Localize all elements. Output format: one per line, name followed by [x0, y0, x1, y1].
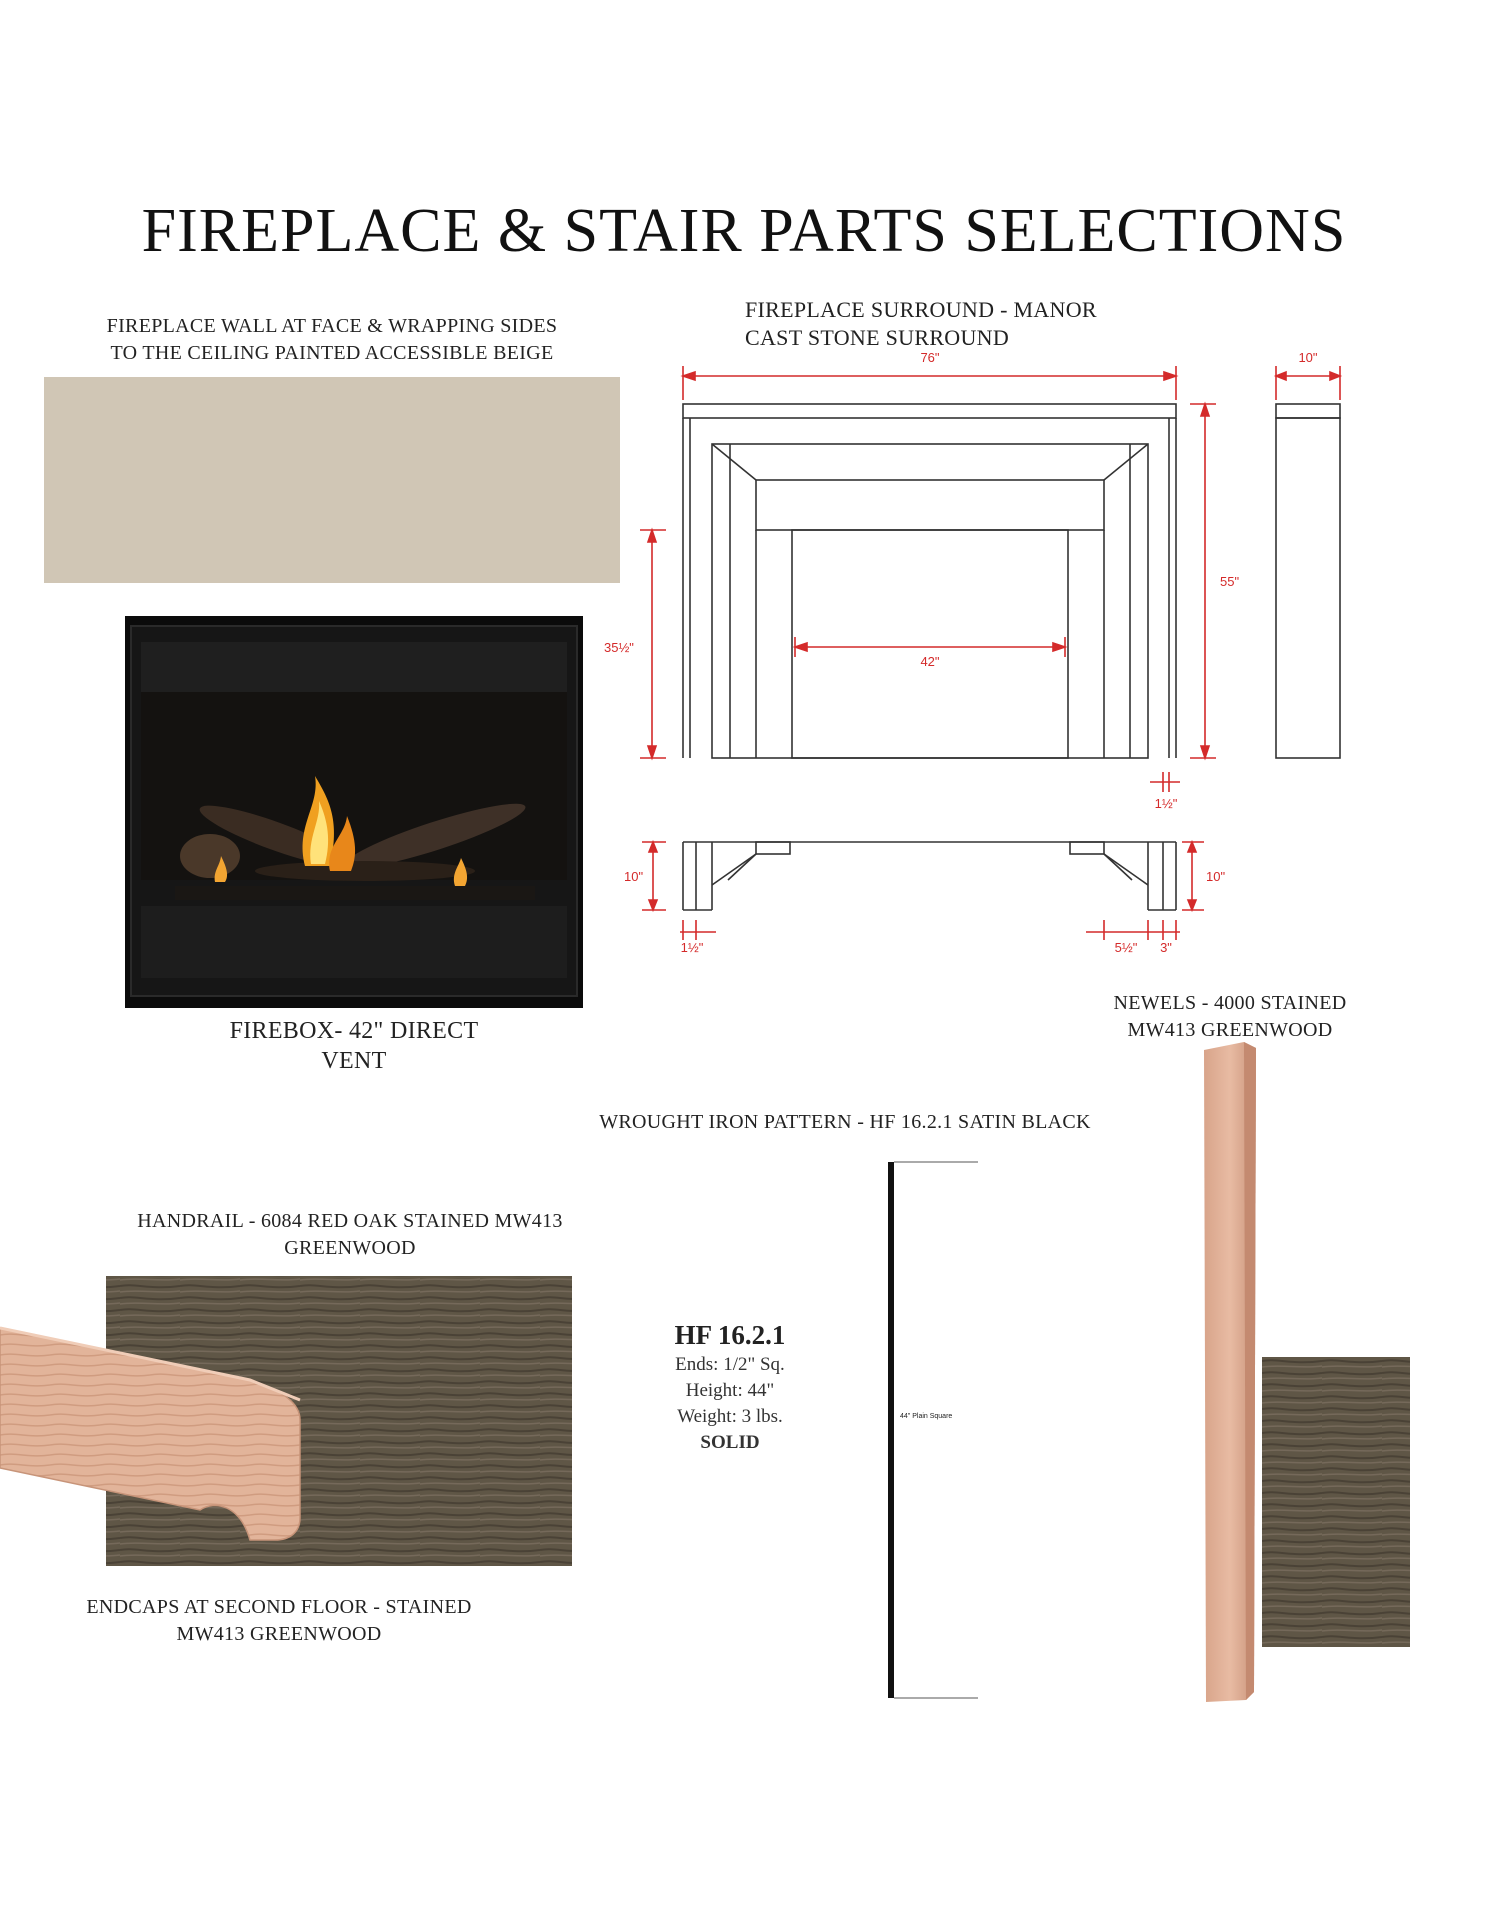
handrail-caption-line1: HANDRAIL - 6084 RED OAK STAINED MW413: [137, 1210, 563, 1232]
spec-title: HF 16.2.1: [674, 1320, 786, 1350]
endcaps-caption-line1: ENDCAPS AT SECOND FLOOR - STAINED: [86, 1596, 472, 1618]
endcaps-caption: [44, 1594, 514, 1648]
surround-caption-line2: CAST STONE SURROUND: [745, 325, 1010, 350]
handrail-caption-line2: GREENWOOD: [284, 1237, 416, 1259]
dim-depth-top: 10": [1298, 350, 1318, 365]
surround-caption-line1: FIREPLACE SURROUND - MANOR: [745, 297, 1097, 322]
endcaps-caption-line2: MW413 GREENWOOD: [176, 1623, 382, 1645]
newel-stain-swatch: [1262, 1357, 1410, 1647]
firebox-caption: [125, 1016, 583, 1076]
dim-bottom-left: 1½": [680, 940, 704, 955]
page-title: FIREPLACE & STAIR PARTS SELECTIONS: [141, 197, 1347, 265]
surround-drawing: [604, 340, 1360, 960]
handrail-image: [0, 1270, 580, 1570]
firebox-caption-line2: VENT: [321, 1048, 387, 1074]
firebox-illustration: [125, 616, 583, 1008]
paint-swatch: [44, 377, 620, 583]
spec-ends: Ends: 1/2" Sq.: [675, 1354, 785, 1375]
dim-bottom-right: 3": [1160, 940, 1172, 955]
dim-depth-right: 10": [1206, 869, 1226, 884]
paint-caption-line1: FIREPLACE WALL AT FACE & WRAPPING SIDES: [106, 315, 558, 337]
dim-width: 76": [920, 350, 940, 365]
spec-height: Height: 44": [685, 1380, 775, 1401]
dim-opening-height: 35½": [604, 640, 634, 655]
baluster-label: 44" Plain Square: [900, 1413, 953, 1420]
newels-caption-line1: NEWELS - 4000 STAINED: [1113, 992, 1347, 1014]
paint-caption: [44, 313, 620, 367]
firebox-caption-line1: FIREBOX- 42" DIRECT: [229, 1018, 479, 1044]
paint-caption-line2: TO THE CEILING PAINTED ACCESSIBLE BEIGE: [110, 342, 554, 364]
dim-opening-width: 42": [920, 654, 940, 669]
handrail-caption: [90, 1208, 610, 1262]
baluster-drawing: [880, 1160, 1000, 1702]
dim-depth-left: 10": [624, 869, 644, 884]
newels-caption-line2: MW413 GREENWOOD: [1127, 1019, 1333, 1041]
firebox-image: [125, 616, 583, 1008]
wrought-iron-spec: [660, 1318, 800, 1456]
spec-solid: SOLID: [700, 1432, 760, 1453]
newels-caption: [1070, 990, 1390, 1044]
dim-height: 55": [1220, 574, 1240, 589]
dim-leg-offset: 1½": [1154, 796, 1178, 811]
wrought-iron-caption: [520, 1109, 1170, 1136]
dim-bottom-mid: 5½": [1114, 940, 1138, 955]
wrought-iron-caption-text: WROUGHT IRON PATTERN - HF 16.2.1 SATIN BLACK: [599, 1111, 1091, 1133]
spec-weight: Weight: 3 lbs.: [677, 1406, 783, 1427]
